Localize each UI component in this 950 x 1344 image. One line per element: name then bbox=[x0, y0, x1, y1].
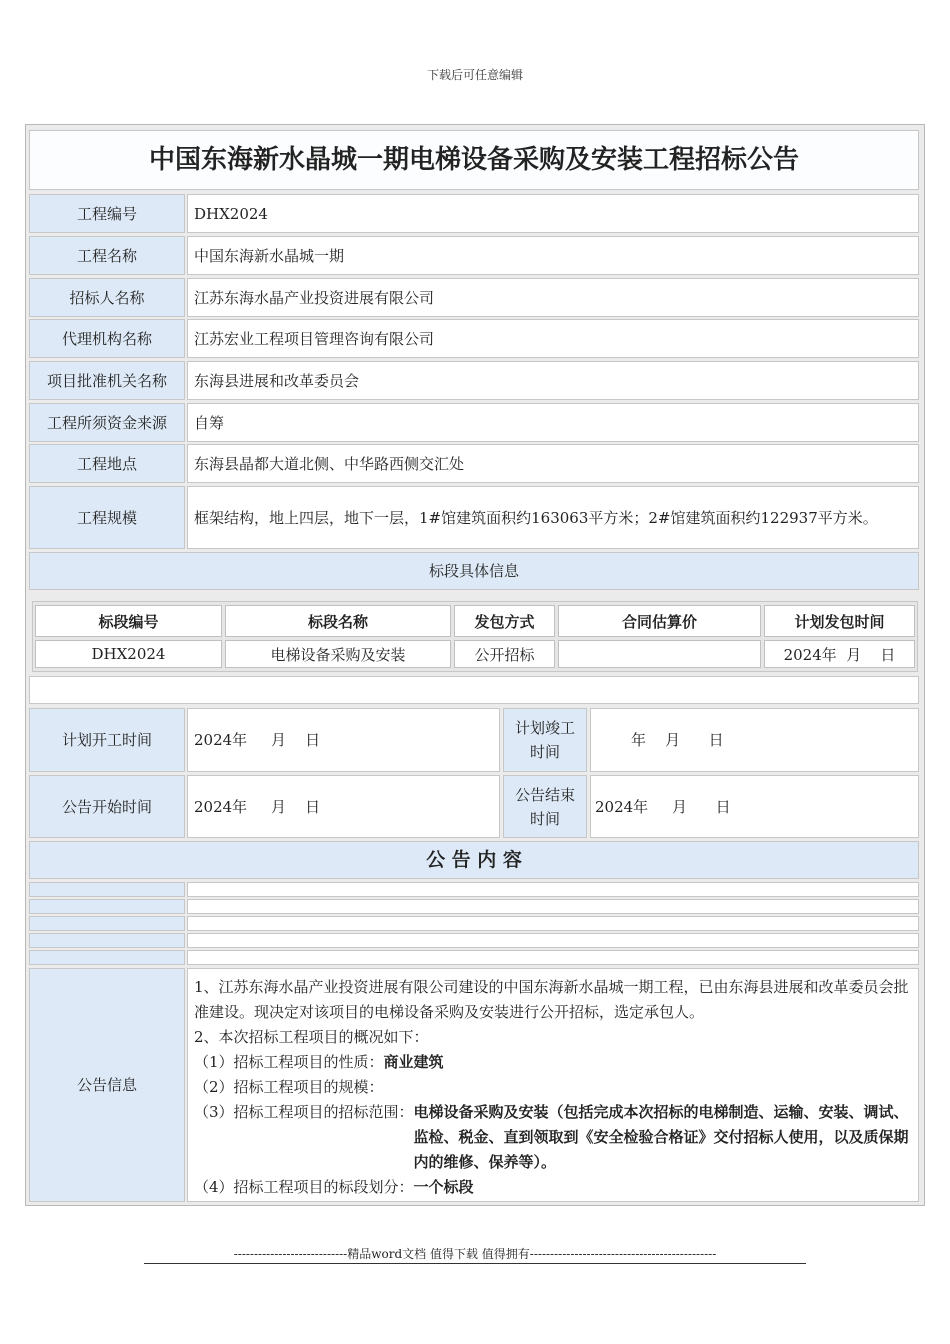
field-value-funding-source: 自筹 bbox=[187, 403, 919, 442]
notice-paragraph-1: 1、江苏东海水晶产业投资进展有限公司建设的中国东海新水晶城一期工程，已由东海县进展和改革委员会批准建设。现决定对该项目的电梯设备采购及安装进行公开招标，选定承包人。 bbox=[194, 978, 909, 1021]
lots-cell-number: DHX2024 bbox=[35, 640, 222, 668]
notice-item-1-value: 商业建筑 bbox=[383, 1053, 444, 1071]
notice-item-4-label: （4）招标工程项目的标段划分： bbox=[194, 1178, 414, 1196]
plan-end-label: 计划竣工时间 bbox=[503, 708, 587, 772]
field-value-project-name: 中国东海新水晶城一期 bbox=[187, 236, 919, 275]
notice-end-value: 2024年 月 日 bbox=[590, 775, 919, 838]
notice-content-heading: 公 告 内 容 bbox=[29, 841, 919, 879]
field-label-location: 工程地点 bbox=[29, 444, 185, 483]
notice-start-label: 公告开始时间 bbox=[29, 775, 185, 838]
empty-row-label bbox=[29, 950, 185, 965]
plan-end-value: 年 月 日 bbox=[590, 708, 919, 772]
plan-start-value: 2024年 月 日 bbox=[187, 708, 500, 772]
lots-header-estimated-price: 合同估算价 bbox=[558, 605, 761, 637]
notice-item-1 bbox=[194, 1050, 914, 1075]
field-label-funding-source: 工程所须资金来源 bbox=[29, 403, 185, 442]
notice-start-value: 2024年 月 日 bbox=[187, 775, 500, 838]
empty-row-value bbox=[187, 933, 919, 948]
empty-row-label bbox=[29, 933, 185, 948]
field-label-scale: 工程规模 bbox=[29, 486, 185, 549]
lots-cell-plan-time: 2024年 月 日 bbox=[764, 640, 915, 668]
field-label-approval-authority: 项目批准机关名称 bbox=[29, 361, 185, 400]
field-label-project-name: 工程名称 bbox=[29, 236, 185, 275]
notice-item-1-label: （1）招标工程项目的性质： bbox=[194, 1053, 384, 1071]
section-lot-info-heading: 标段具体信息 bbox=[29, 552, 919, 590]
notice-item-3-label: （3）招标工程项目的招标范围： bbox=[194, 1103, 414, 1121]
field-value-project-number: DHX2024 bbox=[187, 194, 919, 233]
notice-item-2-label: （2）招标工程项目的规模： bbox=[194, 1078, 384, 1096]
lots-cell-name: 电梯设备采购及安装 bbox=[225, 640, 451, 668]
announcement-title: 中国东海新水晶城一期电梯设备采购及安装工程招标公告 bbox=[29, 130, 919, 190]
field-value-tenderer: 江苏东海水晶产业投资进展有限公司 bbox=[187, 278, 919, 317]
empty-row-label bbox=[29, 899, 185, 914]
field-label-tenderer: 招标人名称 bbox=[29, 278, 185, 317]
spacer-row bbox=[29, 676, 919, 704]
field-value-location: 东海县晶都大道北侧、中华路西侧交汇处 bbox=[187, 444, 919, 483]
notice-info-label: 公告信息 bbox=[29, 968, 185, 1202]
lots-header-plan-time: 计划发包时间 bbox=[764, 605, 915, 637]
notice-item-4 bbox=[194, 1175, 914, 1200]
lots-header-number: 标段编号 bbox=[35, 605, 222, 637]
field-label-project-number: 工程编号 bbox=[29, 194, 185, 233]
field-label-agency: 代理机构名称 bbox=[29, 319, 185, 358]
notice-info-body bbox=[187, 968, 919, 1202]
page-header-note: 下载后可任意编辑 bbox=[426, 68, 523, 82]
empty-row-value bbox=[187, 899, 919, 914]
lots-header-name: 标段名称 bbox=[225, 605, 451, 637]
empty-row-label bbox=[29, 882, 185, 897]
empty-row-label bbox=[29, 916, 185, 931]
empty-row-value bbox=[187, 950, 919, 965]
field-value-agency: 江苏宏业工程项目管理咨询有限公司 bbox=[187, 319, 919, 358]
lots-cell-estimated-price bbox=[558, 640, 761, 668]
notice-item-3-value: 电梯设备采购及安装（包括完成本次招标的电梯制造、运输、安装、调试、监检、税金、直到领取到《安全检验合格证》交付招标人使用，以及质保期内的维修、保养等）。 bbox=[413, 1103, 909, 1171]
notice-item-3 bbox=[194, 1100, 914, 1175]
footer-divider bbox=[144, 1263, 806, 1264]
empty-row-value bbox=[187, 916, 919, 931]
notice-paragraph-2: 2、本次招标工程项目的概况如下： bbox=[194, 1028, 429, 1046]
field-value-approval-authority: 东海县进展和改革委员会 bbox=[187, 361, 919, 400]
notice-item-4-value: 一个标段 bbox=[413, 1178, 474, 1196]
empty-row-value bbox=[187, 882, 919, 897]
field-value-scale: 框架结构，地上四层，地下一层，1#馆建筑面积约163063平方米；2#馆建筑面积约122937平方米。 bbox=[187, 486, 919, 549]
notice-item-2 bbox=[194, 1075, 914, 1100]
lots-header-contract-type: 发包方式 bbox=[454, 605, 555, 637]
page-footer-note: ----------------------------精品word文档 值得下载 值得拥有---------------------------------------------- bbox=[233, 1247, 717, 1261]
plan-start-label: 计划开工时间 bbox=[29, 708, 185, 772]
lots-cell-contract-type: 公开招标 bbox=[454, 640, 555, 668]
notice-end-label: 公告结束时间 bbox=[503, 775, 587, 838]
